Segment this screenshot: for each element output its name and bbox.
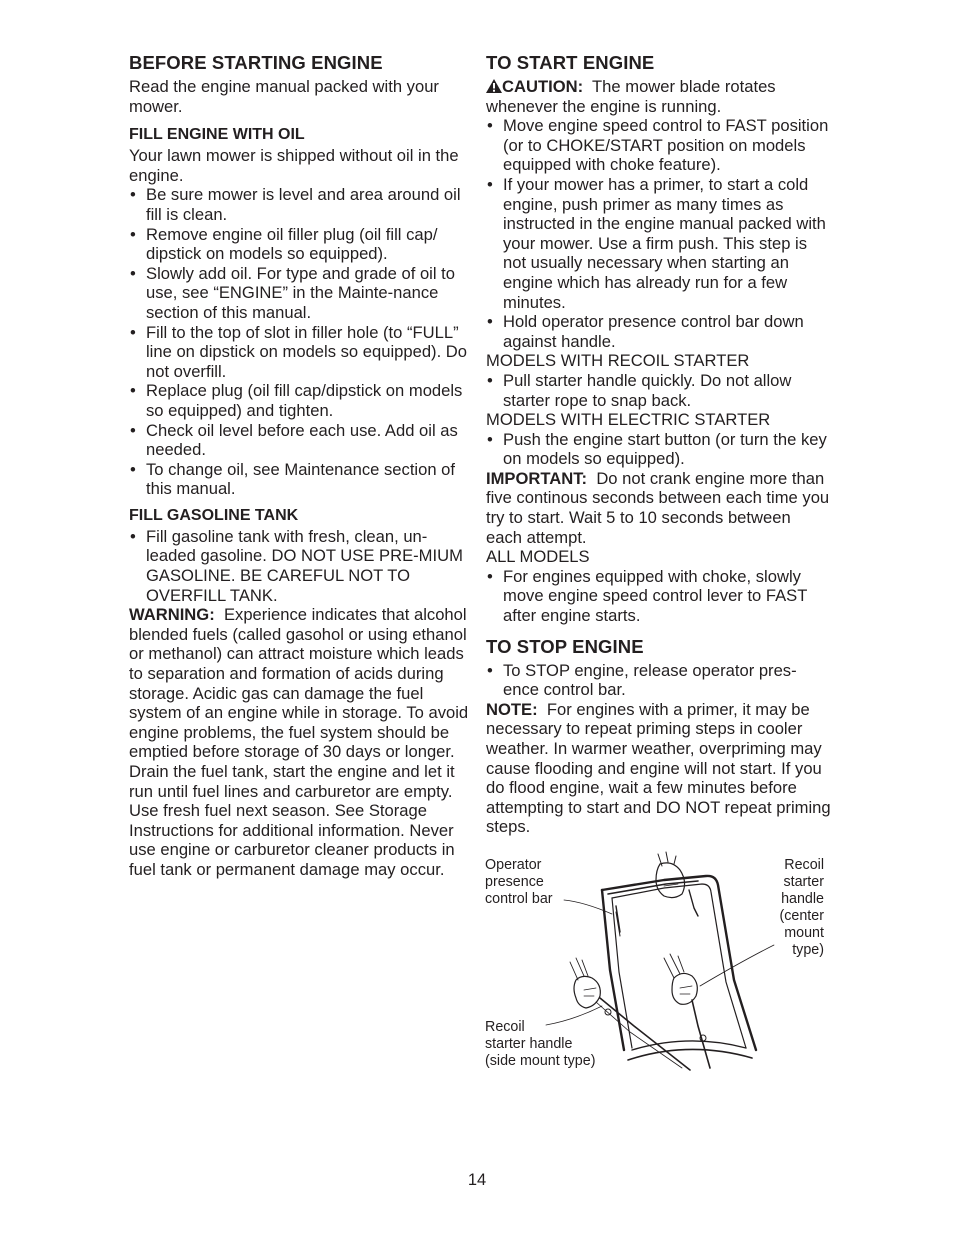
list-item: • To change oil, see Maintenance section of this manual. [129,460,469,499]
page-number: 14 [467,1171,487,1189]
list-item: • Move engine speed control to FAST position (or to CHOKE/START position on models equipped with choke feature). [486,116,831,175]
caption-recoil-side: Recoil starter handle (side mount type) [485,1019,596,1069]
warning-paragraph [129,605,469,879]
right-column [486,52,831,837]
list-item: • Pull starter handle quickly. Do not allow starter rope to snap back. [486,371,831,410]
list-item: • Fill gasoline tank with fresh, clean, un-leaded gasoline. DO NOT USE PRE-MIUM GASOLINE. BE CAREFUL NOT TO OVERFILL TANK. [129,527,469,605]
stop-bullet-list [486,661,831,700]
oil-bullet-list [129,185,469,499]
caption-recoil-center: Recoil starter handle (center mount type) [779,857,824,958]
note-label: NOTE: [486,699,538,719]
start-bullet-list [486,116,831,351]
mower-handle-illustration [484,850,829,1080]
list-item: • If your mower has a primer, to start a cold engine, push primer as many times as instructed in the engine manual packed with your mower. Use a firm push. This step is not usually necessary when starting an engine which has already run for a few minutes. [486,175,831,312]
caution-paragraph [486,77,831,116]
note-text: For engines with a primer, it may be necessary to repeat priming steps in cooler weather. In warmer weather, overpriming may cause flooding and engine will not start. If you do flood engine, wait a few minutes before attempting to start and DO NOT repeat priming steps. [486,699,831,837]
before-starting-heading: BEFORE STARTING ENGINE [129,52,383,73]
list-item: • Replace plug (oil fill cap/dipstick on models so equipped) and tighten. [129,381,469,420]
fill-gas-heading: FILL GASOLINE TANK [129,506,299,524]
list-item: • To STOP engine, release operator pres-ence control bar. [486,661,831,700]
list-item: • Be sure mower is level and area around oil fill is clean. [129,185,469,224]
note-paragraph [486,700,831,837]
recoil-models-label: MODELS WITH RECOIL STARTER [486,351,750,371]
caption-operator-presence: Operator presence control bar [485,857,553,907]
electric-bullet-list [486,430,831,469]
important-text: Do not crank engine more than five continous seconds between each time you try to start. Wait 5 to 10 seconds between each attempt. [486,468,830,547]
gas-bullet-list [129,527,469,605]
important-label: IMPORTANT: [486,468,588,488]
mower-handle-drawing [484,850,829,1080]
left-column [129,52,469,880]
start-engine-heading: TO START ENGINE [486,52,655,73]
all-models-bullet-list [486,567,831,626]
all-models-label: ALL MODELS [486,547,590,567]
list-item: • Check oil level before each use. Add oil as needed. [129,421,469,460]
list-item: • Slowly add oil. For type and grade of oil to use, see “ENGINE” in the Mainte-nance section of this manual. [129,264,469,323]
caution-text: The mower blade rotates whenever the engine is running. [486,77,776,116]
warning-label: WARNING: [129,605,215,625]
list-item: • Push the engine start button (or turn the key on models so equipped). [486,430,831,469]
warning-text: Experience indicates that alcohol blended fuels (called gasohol or using ethanol or methanol) can attract moisture which leads to separation and formation of acids during storage. Acidic gas can damage the fuel system of an engine while in storage. To avoid engine problems, the fuel system should be emptied before storage of 30 days or longer. Drain the fuel tank, start the engine and let it run until fuel lines and carburetor are empty. Use fresh fuel next season. See Storage Instructions for additional information. Never use engine or carburetor cleaner products in fuel tank or permanent damage may occur. [129,605,469,879]
fill-oil-text: Your lawn mower is shipped without oil in the engine. [129,146,459,185]
electric-models-label: MODELS WITH ELECTRIC STARTER [486,410,771,430]
caution-label: CAUTION: [502,77,584,96]
important-paragraph [486,469,831,547]
list-item: • Fill to the top of slot in filler hole (to “FULL” line on dipstick on models so equipped). Do not overfill. [129,323,469,382]
stop-engine-heading: TO STOP ENGINE [486,635,644,657]
recoil-bullet-list [486,371,831,410]
fill-oil-heading: FILL ENGINE WITH OIL [129,126,305,144]
list-item: • Remove engine oil filler plug (oil fill cap/ dipstick on models so equipped). [129,225,469,264]
list-item: • For engines equipped with choke, slowly move engine speed control lever to FAST after engine starts. [486,567,831,626]
list-item: • Hold operator presence control bar down against handle. [486,312,831,351]
before-starting-text: Read the engine manual packed with your mower. [129,77,439,116]
caution-triangle-icon [486,79,502,93]
